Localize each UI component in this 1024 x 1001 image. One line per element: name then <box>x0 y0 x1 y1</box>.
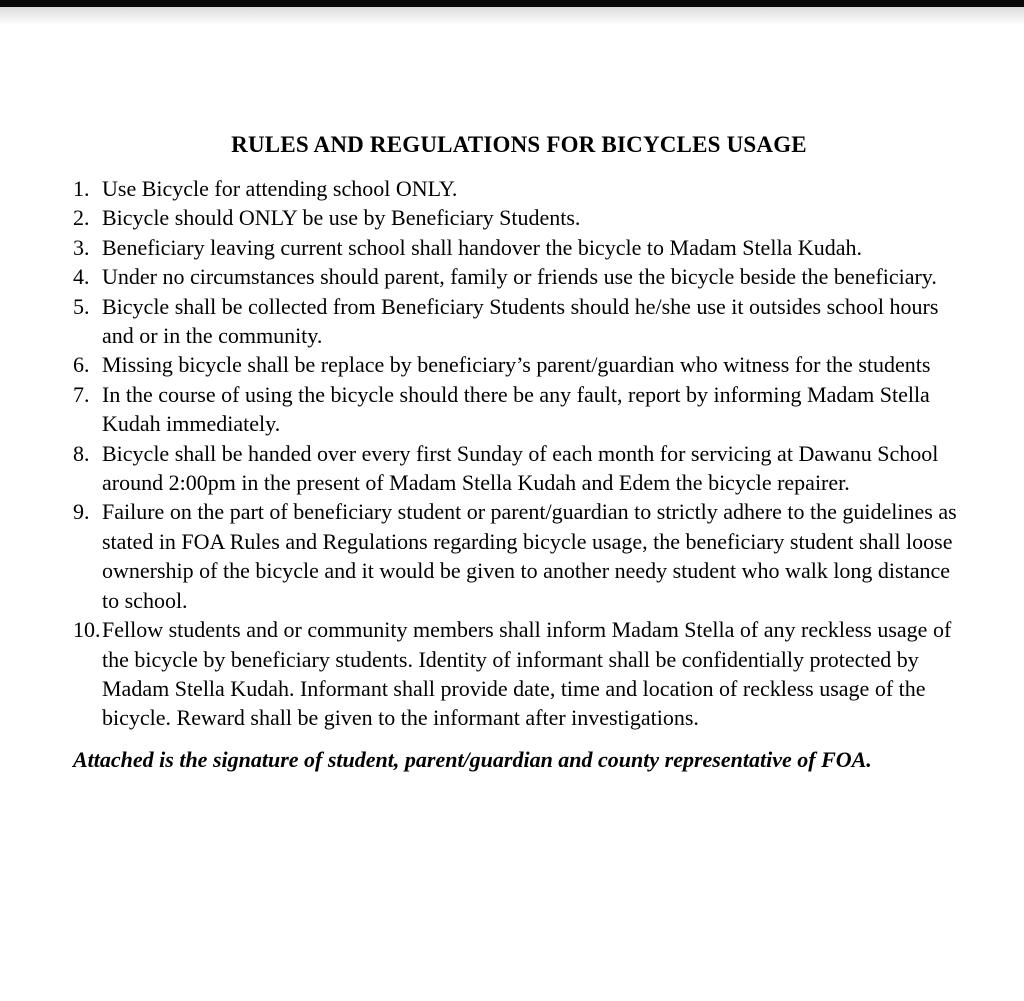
rule-text: Beneficiary leaving current school shall handover the bicycle to Madam Stella Kudah. <box>102 234 862 260</box>
page-title: RULES AND REGULATIONS FOR BICYCLES USAGE <box>231 132 807 157</box>
signature-footnote: Attached is the signature of student, parent/guardian and county representative of FOA. <box>73 746 872 772</box>
rule-item-6 <box>73 350 965 379</box>
rule-text: Bicycle shall be collected from Beneficiary Students should he/she use it outsides school hours and or in the community. <box>102 293 939 349</box>
rule-number: 9. <box>73 499 90 525</box>
rule-text: Use Bicycle for attending school ONLY. <box>102 176 458 201</box>
rule-item-10 <box>73 615 965 733</box>
rule-item-7 <box>73 380 965 439</box>
rule-text: Failure on the part of beneficiary student or parent/guardian to strictly adhere to the guidelines as stated in FOA Rules and Regulations regarding bicycle usage, the beneficiary student shall loose ownership of the bicycle and it would be given to another needy student who walk long distance to school. <box>102 499 957 613</box>
rule-number: 7. <box>73 381 90 407</box>
rule-item-2 <box>73 203 965 232</box>
rule-item-1 <box>73 174 965 203</box>
rule-number: 5. <box>73 293 90 319</box>
rule-text: Bicycle shall be handed over every first Sunday of each month for servicing at Dawanu School around 2:00pm in the present of Madam Stella Kudah and Edem the bicycle repairer. <box>102 440 939 496</box>
rule-item-5 <box>73 292 965 351</box>
rule-number: 4. <box>73 264 90 290</box>
rule-number: 10. <box>73 617 101 643</box>
rule-text: Fellow students and or community members shall inform Madam Stella of any reckless usage of the bicycle by beneficiary students. Identity of informant shall be confidentially protected by Madam Stella Kudah. Informant shall provide date, time and location of reckless usage of the bicycle. Reward shall be given to the informant after investigations. <box>102 617 952 731</box>
rule-text: Missing bicycle shall be replace by beneficiary’s parent/guardian who witness for the students <box>102 352 931 378</box>
viewer-top-edge-bar <box>0 0 1024 7</box>
rule-item-9 <box>73 497 965 615</box>
rule-number: 8. <box>73 440 90 466</box>
rule-text: Bicycle should ONLY be use by Beneficiary Students. <box>102 205 581 231</box>
rule-text: Under no circumstances should parent, family or friends use the bicycle beside the beneficiary. <box>102 264 937 290</box>
rule-item-8 <box>73 439 965 498</box>
rule-number: 2. <box>73 205 90 231</box>
rule-text: In the course of using the bicycle should there be any fault, report by informing Madam Stella Kudah immediately. <box>102 381 930 437</box>
rule-item-4 <box>73 262 965 291</box>
rule-number: 1. <box>73 176 90 201</box>
rule-number: 6. <box>73 352 90 378</box>
rules-list <box>73 174 965 733</box>
rule-number: 3. <box>73 234 90 260</box>
rule-item-3 <box>73 233 965 262</box>
viewer-top-shadow <box>0 7 1024 25</box>
document-content <box>73 132 965 774</box>
